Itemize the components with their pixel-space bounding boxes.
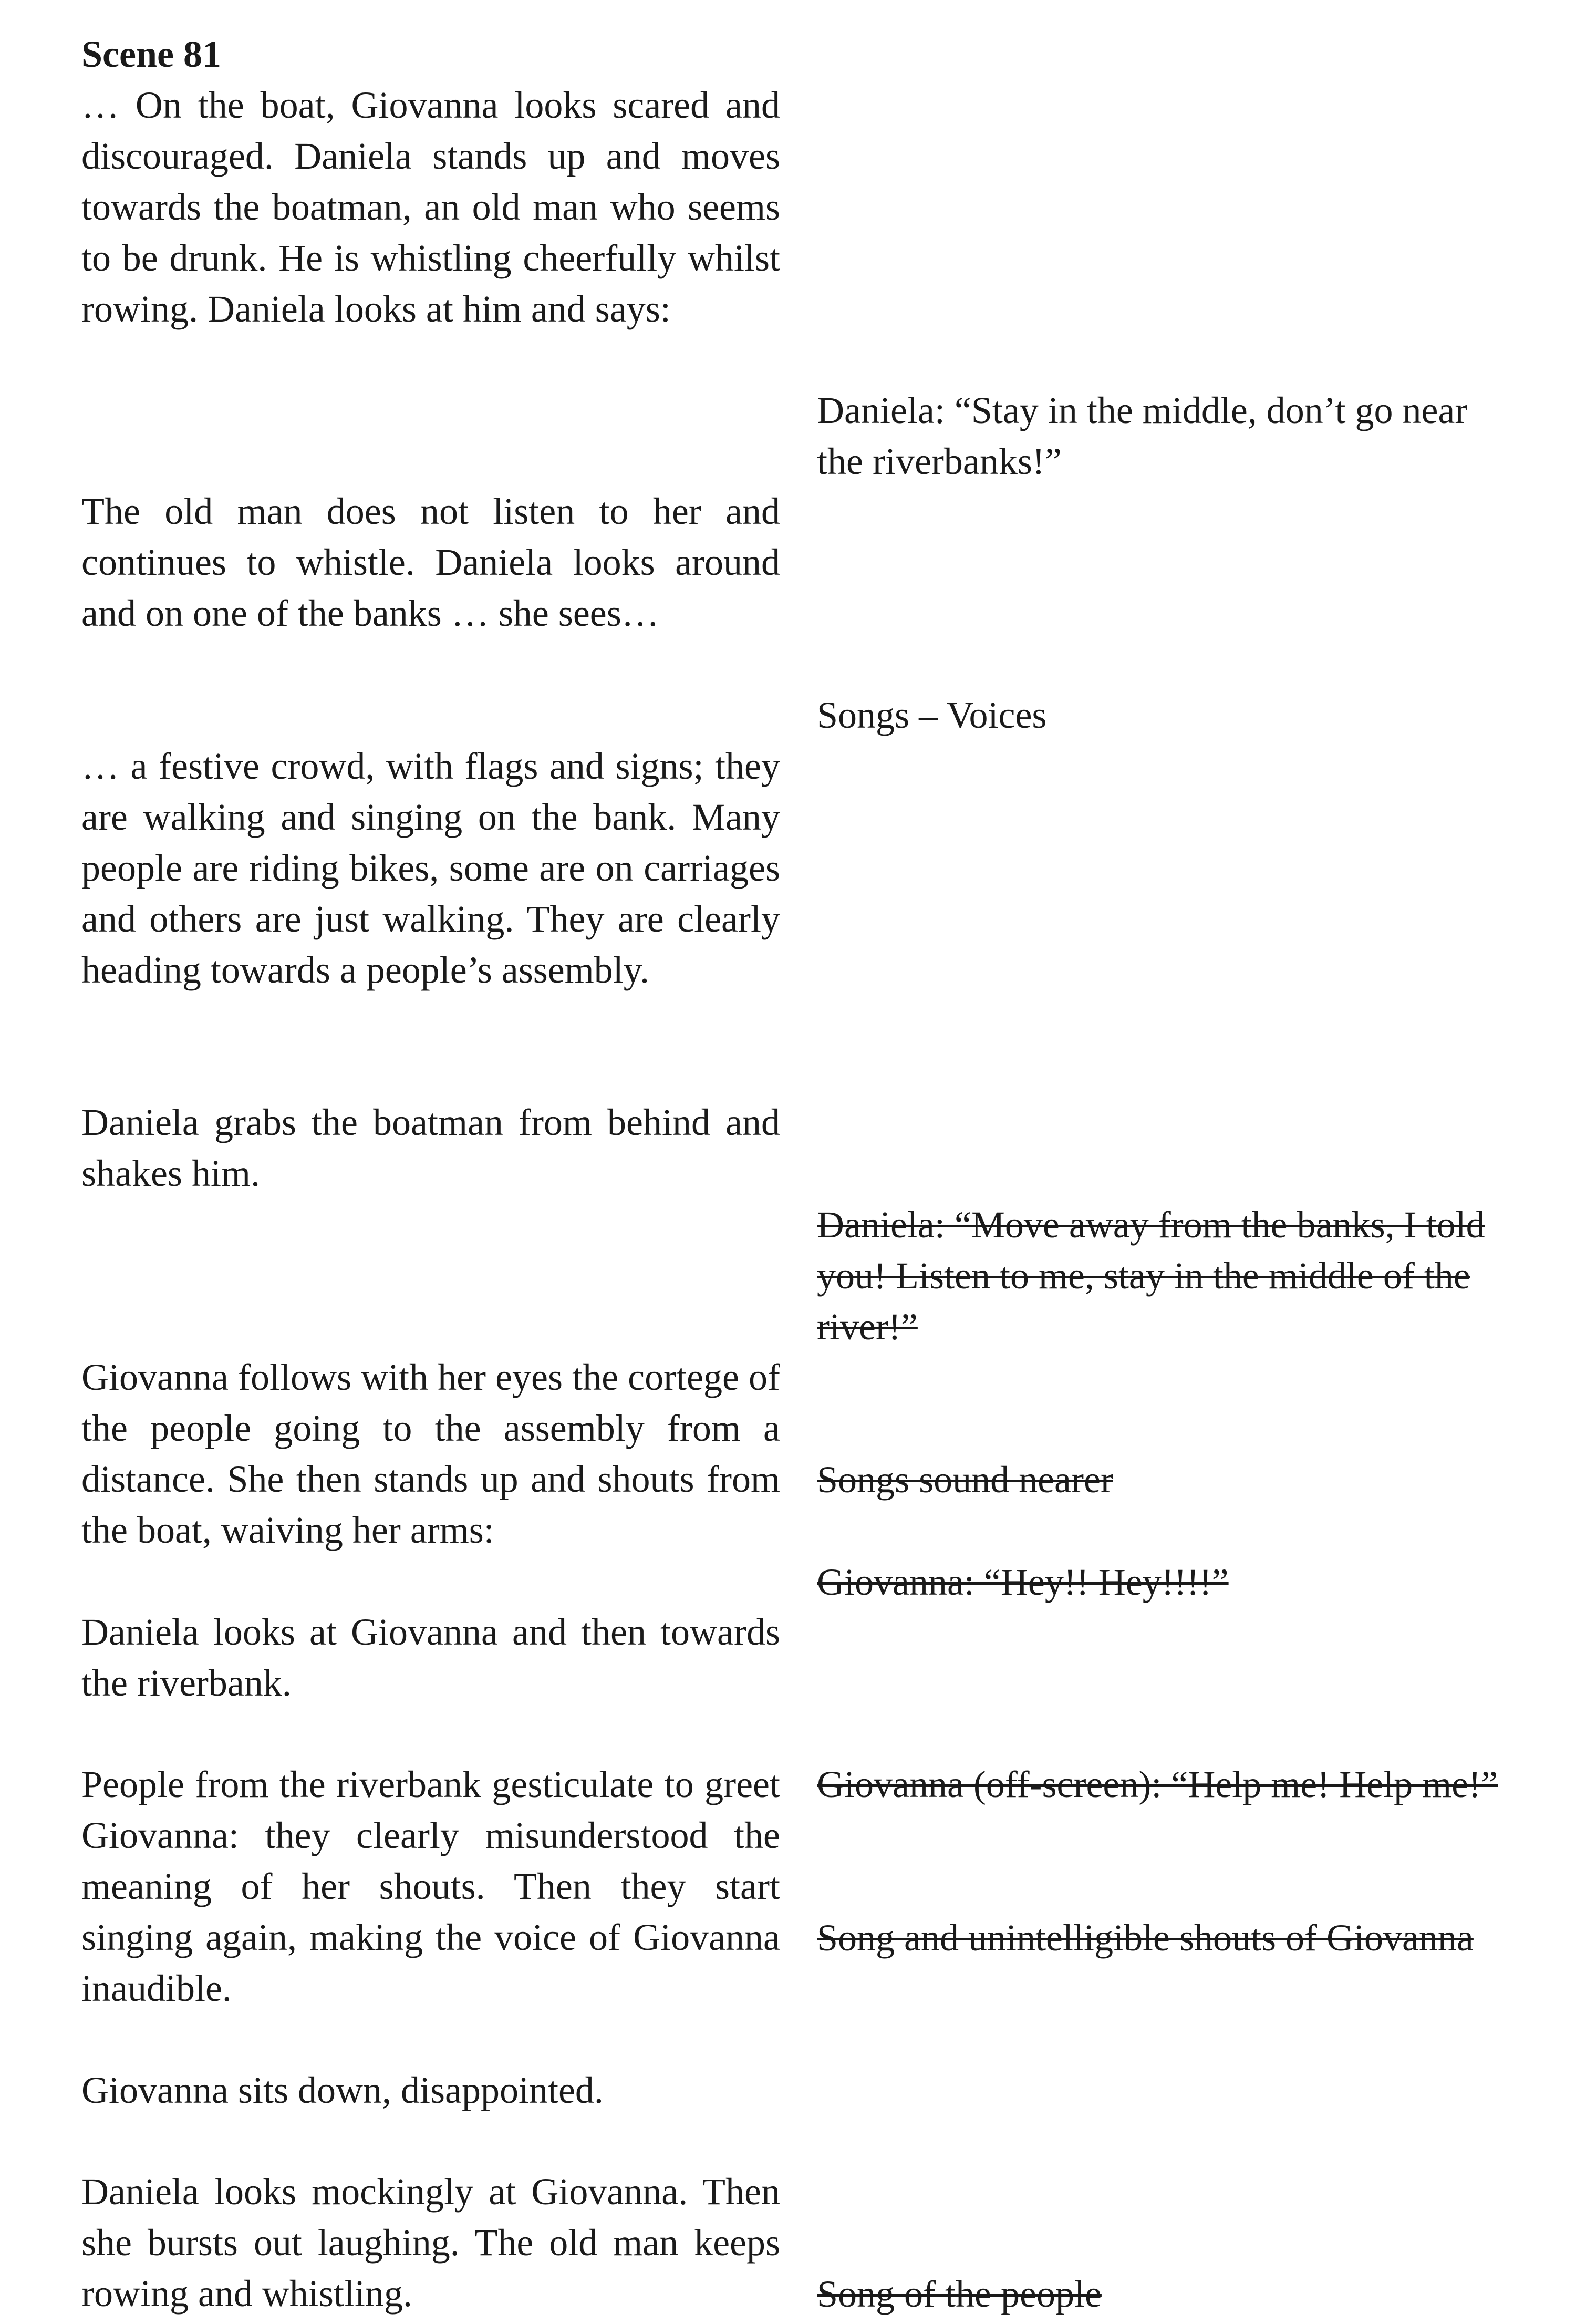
action-paragraph: … a festive crowd, with flags and signs; they are walking and singing on the bank. Many people are riding bikes, some are on carriages and others are just walking. They are clearly heading towards a people’s assembly. — [81, 745, 780, 991]
action-paragraph: The old man does not listen to her and continues to whistle. Daniela looks around and on one of the banks … she sees… — [81, 490, 780, 634]
struck-sound-cue: Song of the people — [817, 2273, 1102, 2315]
action-paragraph: Daniela looks at Giovanna and then towards the riverbank. — [81, 1611, 780, 1704]
action-paragraph: Daniela grabs the boatman from behind and shakes him. — [81, 1101, 780, 1194]
sound-cue: Songs – Voices — [817, 694, 1047, 736]
struck-sound-cue: Songs sound nearer — [817, 1459, 1113, 1501]
action-paragraph: Daniela looks mockingly at Giovanna. Then she bursts out laughing. The old man keeps rowing and whistling. — [81, 2171, 780, 2315]
struck-sound-cue: Song and unintelligible shouts of Giovanna — [817, 1917, 1474, 1959]
action-paragraph: … On the boat, Giovanna looks scared and discouraged. Daniela stands up and moves towards the boatman, an old man who seems to be drunk. He is whistling cheerfully whilst rowing. Daniela looks at him and says: — [81, 84, 780, 330]
struck-dialogue-line: Giovanna (off-screen): “Help me! Help me!” — [817, 1763, 1498, 1805]
action-paragraph: Giovanna follows with her eyes the cortege of the people going to the assembly from a distance. She then stands up and shouts from the boat, waiving her arms: — [81, 1356, 780, 1551]
action-paragraph: Giovanna sits down, disappointed. — [81, 2069, 604, 2111]
scene-title: Scene 81 — [81, 33, 221, 75]
struck-dialogue-line: Daniela: “Move away from the banks, I told you! Listen to me, stay in the middle of the river!” — [817, 1204, 1485, 1348]
struck-dialogue-line: Giovanna: “Hey!! Hey!!!!” — [817, 1561, 1229, 1603]
action-paragraph: People from the riverbank gesticulate to greet Giovanna: they clearly misunderstood the meaning of her shouts. Then they start singing again, making the voice of Giovanna inaudible. — [81, 1763, 780, 2009]
dialogue-line: Daniela: “Stay in the middle, don’t go near the riverbanks!” — [817, 389, 1468, 482]
